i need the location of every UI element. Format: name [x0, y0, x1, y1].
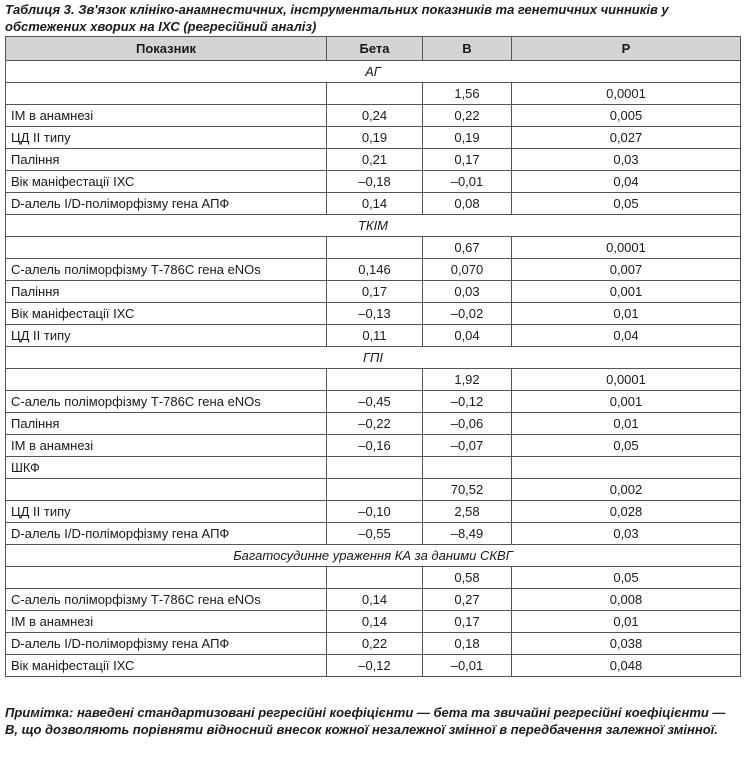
cell-b: 0,27: [423, 589, 512, 611]
table-row: [6, 567, 741, 589]
section-title: ТКІМ: [6, 215, 741, 237]
section-row: [6, 61, 741, 83]
cell-beta: 0,11: [327, 325, 423, 347]
table-row: [6, 281, 741, 303]
cell-p: 0,0001: [512, 237, 741, 259]
table-row: [6, 237, 741, 259]
cell-beta: 0,21: [327, 149, 423, 171]
cell-p: 0,04: [512, 171, 741, 193]
cell-beta: 0,24: [327, 105, 423, 127]
table-row: [6, 655, 741, 677]
cell-p: 0,03: [512, 149, 741, 171]
table-body: [6, 61, 741, 677]
table-row: [6, 149, 741, 171]
table-row: [6, 501, 741, 523]
cell-p: 0,048: [512, 655, 741, 677]
cell-p: 0,01: [512, 303, 741, 325]
table-row: [6, 193, 741, 215]
cell-beta: –0,10: [327, 501, 423, 523]
cell-beta: –0,12: [327, 655, 423, 677]
cell-p: 0,05: [512, 193, 741, 215]
table-caption: Таблиця 3. Зв'язок клініко-анамнестичних, інструментальних показників та генетичних чинників у обстежених хворих на ІХС (регресійний аналіз): [5, 2, 669, 34]
cell-p: 0,027: [512, 127, 741, 149]
table-row: [6, 127, 741, 149]
table-row: [6, 325, 741, 347]
cell-indicator: ШКФ: [6, 457, 327, 479]
section-title: ГПІ: [6, 347, 741, 369]
cell-b: 0,070: [423, 259, 512, 281]
cell-indicator: Вік маніфестації ІХС: [6, 303, 327, 325]
cell-p: [512, 457, 741, 479]
table-row: [6, 611, 741, 633]
cell-beta: 0,17: [327, 281, 423, 303]
cell-p: 0,03: [512, 523, 741, 545]
cell-indicator: С-алель поліморфізму Т-786С гена eNOs: [6, 391, 327, 413]
cell-p: 0,01: [512, 611, 741, 633]
cell-indicator: [6, 83, 327, 105]
cell-beta: [327, 83, 423, 105]
cell-b: 0,17: [423, 149, 512, 171]
cell-beta: –0,45: [327, 391, 423, 413]
cell-p: 0,05: [512, 567, 741, 589]
cell-indicator: С-алель поліморфізму Т-786С гена eNOs: [6, 259, 327, 281]
cell-indicator: ЦД ІІ типу: [6, 325, 327, 347]
cell-beta: 0,14: [327, 589, 423, 611]
cell-p: 0,05: [512, 435, 741, 457]
cell-indicator: С-алель поліморфізму Т-786С гена eNOs: [6, 589, 327, 611]
cell-p: 0,008: [512, 589, 741, 611]
cell-b: 0,58: [423, 567, 512, 589]
cell-p: 0,005: [512, 105, 741, 127]
cell-b: 0,22: [423, 105, 512, 127]
regression-table: [5, 36, 741, 677]
cell-beta: [327, 567, 423, 589]
table-note: Примітка: наведені стандартизовані регресійні коефіцієнти — бета та звичайні регресійні коефіцієнти — B, що дозволяють порівняти відносний внесок кожної незалежної змінної в передбачення залежної змінної.: [5, 705, 726, 737]
cell-b: 0,08: [423, 193, 512, 215]
cell-b: –0,02: [423, 303, 512, 325]
cell-b: 0,67: [423, 237, 512, 259]
cell-beta: –0,18: [327, 171, 423, 193]
section-title: АГ: [6, 61, 741, 83]
cell-p: 0,0001: [512, 369, 741, 391]
cell-b: –0,01: [423, 655, 512, 677]
cell-indicator: Паління: [6, 281, 327, 303]
table-row: [6, 523, 741, 545]
cell-b: 0,04: [423, 325, 512, 347]
cell-b: 1,92: [423, 369, 512, 391]
table-row: [6, 457, 741, 479]
cell-p: 0,002: [512, 479, 741, 501]
cell-p: 0,0001: [512, 83, 741, 105]
cell-indicator: D-алель I/D-поліморфізму гена АПФ: [6, 193, 327, 215]
cell-p: 0,038: [512, 633, 741, 655]
table-row: [6, 259, 741, 281]
cell-beta: –0,13: [327, 303, 423, 325]
table-row: [6, 589, 741, 611]
cell-beta: –0,16: [327, 435, 423, 457]
cell-beta: 0,14: [327, 611, 423, 633]
cell-indicator: ЦД ІІ типу: [6, 127, 327, 149]
cell-indicator: [6, 479, 327, 501]
table-row: [6, 633, 741, 655]
section-row: [6, 545, 741, 567]
section-row: [6, 215, 741, 237]
header-beta: Бета: [327, 37, 423, 61]
cell-beta: [327, 369, 423, 391]
table-row: [6, 435, 741, 457]
cell-p: 0,001: [512, 391, 741, 413]
cell-indicator: [6, 237, 327, 259]
cell-indicator: ІМ в анамнезі: [6, 435, 327, 457]
table-row: [6, 105, 741, 127]
cell-indicator: ІМ в анамнезі: [6, 611, 327, 633]
header-p: P: [512, 37, 741, 61]
cell-b: 0,17: [423, 611, 512, 633]
table-row: [6, 303, 741, 325]
cell-beta: 0,146: [327, 259, 423, 281]
cell-indicator: Паління: [6, 413, 327, 435]
cell-indicator: [6, 369, 327, 391]
cell-b: –0,12: [423, 391, 512, 413]
cell-b: 0,19: [423, 127, 512, 149]
cell-b: 1,56: [423, 83, 512, 105]
cell-b: [423, 457, 512, 479]
table-row: [6, 479, 741, 501]
header-b: B: [423, 37, 512, 61]
section-row: [6, 347, 741, 369]
cell-indicator: ІМ в анамнезі: [6, 105, 327, 127]
cell-p: 0,007: [512, 259, 741, 281]
cell-b: –0,01: [423, 171, 512, 193]
cell-b: 2,58: [423, 501, 512, 523]
cell-p: 0,028: [512, 501, 741, 523]
cell-beta: [327, 479, 423, 501]
cell-indicator: Вік маніфестації ІХС: [6, 171, 327, 193]
table-row: [6, 391, 741, 413]
table-row: [6, 369, 741, 391]
cell-b: 0,03: [423, 281, 512, 303]
cell-beta: 0,22: [327, 633, 423, 655]
section-title: Багатосудинне ураження КА за даними СКВГ: [6, 545, 741, 567]
cell-beta: [327, 237, 423, 259]
table-row: [6, 83, 741, 105]
cell-b: –0,07: [423, 435, 512, 457]
cell-indicator: [6, 567, 327, 589]
cell-beta: 0,19: [327, 127, 423, 149]
cell-indicator: Паління: [6, 149, 327, 171]
table-row: [6, 171, 741, 193]
table-row: [6, 413, 741, 435]
cell-beta: –0,55: [327, 523, 423, 545]
cell-indicator: D-алель I/D-поліморфізму гена АПФ: [6, 523, 327, 545]
cell-beta: 0,14: [327, 193, 423, 215]
cell-indicator: ЦД ІІ типу: [6, 501, 327, 523]
cell-b: –8,49: [423, 523, 512, 545]
cell-indicator: D-алель I/D-поліморфізму гена АПФ: [6, 633, 327, 655]
header-row: [6, 37, 741, 61]
header-indicator: Показник: [6, 37, 327, 61]
cell-b: 70,52: [423, 479, 512, 501]
cell-indicator: Вік маніфестації ІХС: [6, 655, 327, 677]
cell-p: 0,01: [512, 413, 741, 435]
cell-p: 0,04: [512, 325, 741, 347]
cell-b: 0,18: [423, 633, 512, 655]
cell-beta: –0,22: [327, 413, 423, 435]
cell-b: –0,06: [423, 413, 512, 435]
cell-p: 0,001: [512, 281, 741, 303]
cell-beta: [327, 457, 423, 479]
